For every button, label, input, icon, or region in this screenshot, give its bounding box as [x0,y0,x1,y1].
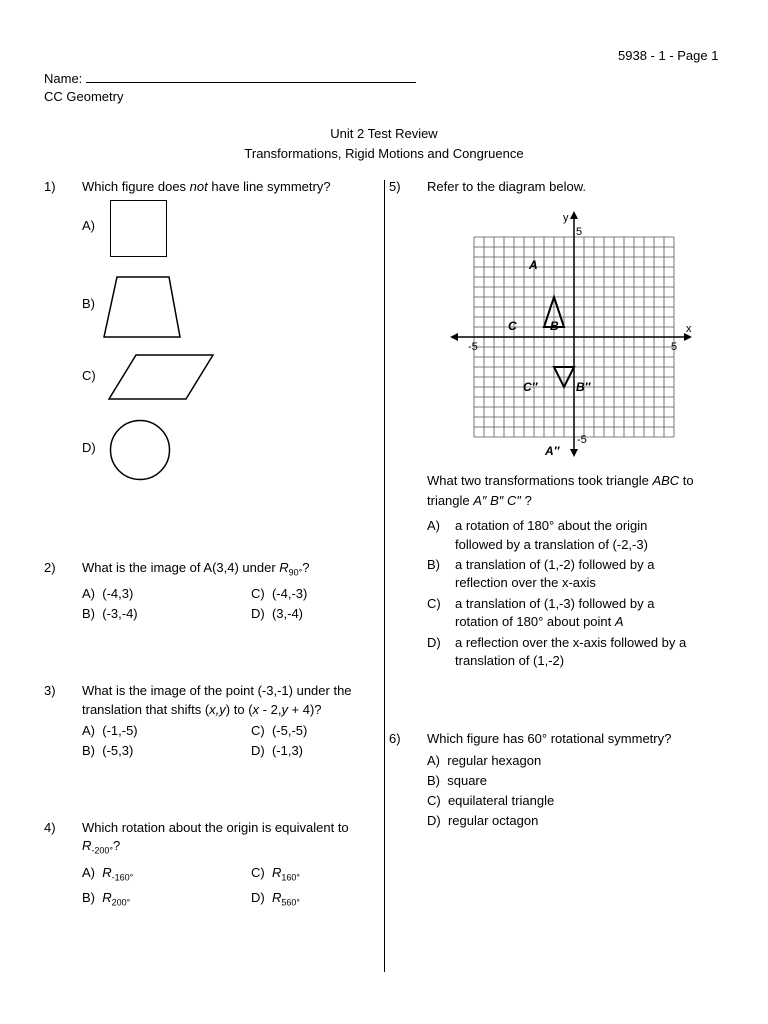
name-line[interactable] [86,72,416,83]
x-axis-label: x [686,323,692,335]
vertex-label-a: A [529,258,538,272]
choice-a: A) (-4,3) [82,586,134,601]
choice-d: D) (-1,3) [251,743,304,758]
question-number: 1) [44,179,56,194]
trapezoid-figure [100,274,184,340]
vertex-label-b2: B″ [576,380,591,394]
question-text-line1: What is the image of the point (-3,-1) under the [82,683,352,698]
choice-b: B) square [427,773,487,788]
choice-letter: D) [427,635,441,650]
choice-letter: B) [82,296,95,311]
question-text: Which figure has 60° rotational symmetry? [427,731,672,746]
coordinate-graph [450,205,700,460]
choice-d: D) regular octagon [427,813,539,828]
vertex-label-b: B [550,319,559,333]
name-label: Name: [44,71,83,86]
question-text: Which figure does not have line symmetry? [82,179,331,194]
choice-text: a reflection over the x-axis followed by a [455,635,687,650]
x-axis [450,333,692,341]
choice-b: B) $R_{200^\circ}$ [82,890,131,908]
question-number: 4) [44,820,56,835]
question-number: 6) [389,731,401,746]
choice-c: C) $R_{160^\circ}$ [251,865,300,883]
question-text-line1: What two transformations took triangle ABC to [427,473,694,488]
column-divider [384,180,385,972]
question-number: 3) [44,683,56,698]
parallelogram-figure [106,352,216,402]
question-text-line1: Which rotation about the origin is equivalent to [82,820,349,835]
page-title: Unit 2 Test Review [330,126,438,141]
question-number: 2) [44,560,56,575]
vertex-label-a2: A″ [545,444,560,458]
question-number: 5) [389,179,401,194]
tick-label: -5 [468,341,478,353]
choice-a: A) (-1,-5) [82,723,138,738]
tick-label: 5 [576,226,583,238]
choice-text: rotation of 180° about point A [455,614,624,629]
choice-letter: A) [82,218,95,233]
question-text-line2: $R_{-200^\circ}$? [82,838,121,856]
y-axis [570,211,578,457]
choice-c: C) equilateral triangle [427,793,555,808]
choice-text: a translation of (1,-3) followed by a [455,596,655,611]
vertex-label-c: C [508,319,517,333]
choice-text: reflection over the x-axis [455,575,596,590]
choice-letter: A) [427,518,440,533]
vertex-label-c2: C″ [523,380,538,394]
choice-text: a rotation of 180° about the origin [455,518,648,533]
question-text-line2: translation that shifts (x,y) to (x - 2,y + 4)? [82,702,322,717]
choice-letter: C) [82,368,96,383]
question-text: What is the image of A(3,4) under $R_{90^\circ}$? [82,560,310,578]
choice-a: A) regular hexagon [427,753,542,768]
tick-label: 5 [671,341,678,353]
page-id: 5938 - 1 - Page 1 [618,48,719,63]
choice-letter: B) [427,557,440,572]
choice-c: C) (-5,-5) [251,723,308,738]
choice-letter: D) [82,440,96,455]
choice-letter: C) [427,596,441,611]
tick-label: -5 [577,434,587,446]
choice-d: D) $R_{560^\circ}$ [251,890,300,908]
choice-a: A) $R_{-160^\circ}$ [82,865,134,883]
circle-figure [108,418,172,482]
question-intro: Refer to the diagram below. [427,179,586,194]
choice-d: D) (3,-4) [251,606,304,621]
question-text-line2: triangle A″ B″ C″ ? [427,493,532,508]
choice-b: B) (-5,3) [82,743,134,758]
y-axis-label: y [563,212,569,224]
choice-b: B) (-3,-4) [82,606,138,621]
square-figure [110,200,167,257]
course-label: CC Geometry [44,89,124,104]
choice-text: followed by a translation of (-2,-3) [455,537,648,552]
name-field[interactable] [44,71,416,86]
choice-text: translation of (1,-2) [455,653,565,668]
choice-c: C) (-4,-3) [251,586,308,601]
page-subtitle: Transformations, Rigid Motions and Congruence [244,146,524,161]
choice-text: a translation of (1,-2) followed by a [455,557,655,572]
